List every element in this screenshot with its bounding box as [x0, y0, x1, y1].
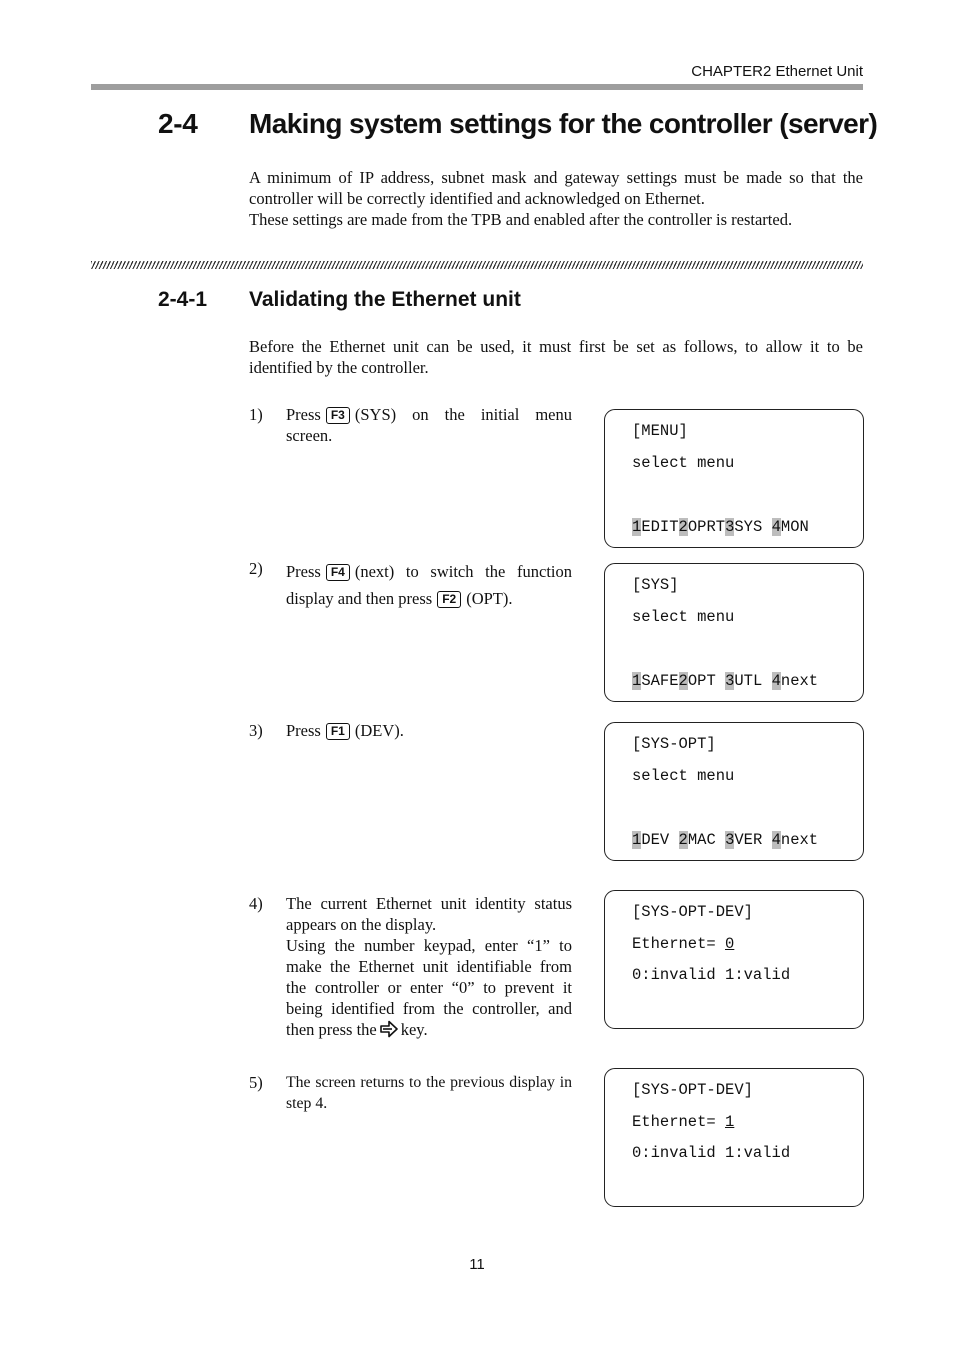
f3-key: F3 — [326, 407, 350, 424]
step-3-number: 3) — [249, 721, 263, 740]
menu-key-1: 1 — [632, 672, 642, 690]
menu-label: next — [780, 831, 819, 849]
step-text-part: Press — [286, 721, 321, 740]
lcd-title: [SYS-OPT-DEV] — [632, 1081, 753, 1099]
menu-label: next — [780, 672, 819, 690]
lcd-text: select menu — [632, 454, 735, 472]
f2-key: F2 — [437, 591, 461, 608]
ethernet-label: Ethernet= — [632, 935, 726, 953]
lcd-menu-row — [632, 672, 818, 690]
page-number: 11 — [469, 1256, 485, 1273]
lcd-text: 0:invalid 1:valid — [632, 1144, 791, 1162]
lcd-screen-dev-before — [604, 890, 864, 1029]
lcd-screen-menu — [604, 409, 864, 548]
step-5-number: 5) — [249, 1073, 263, 1092]
step-2-text — [286, 558, 572, 612]
lcd-menu-row — [632, 518, 809, 536]
step-4-line-1: The current Ethernet unit identity status appears on the display. — [286, 894, 572, 934]
menu-label: MAC — [687, 831, 726, 849]
f1-key: F1 — [326, 723, 350, 740]
step-1-number: 1) — [249, 405, 263, 424]
lcd-title: [SYS-OPT-DEV] — [632, 903, 753, 921]
lcd-ethernet-row — [632, 1113, 734, 1131]
section-title: Making system settings for the controller (server) — [249, 108, 878, 139]
ethernet-value: 0 — [725, 935, 735, 953]
hatched-divider — [91, 261, 863, 269]
lcd-text: 0:invalid 1:valid — [632, 966, 791, 984]
menu-label: SAFE — [641, 672, 679, 690]
menu-label: EDIT — [641, 518, 679, 536]
lcd-text: select menu — [632, 608, 735, 626]
lcd-screen-sys — [604, 563, 864, 702]
menu-key-2: 2 — [678, 831, 688, 849]
menu-key-3: 3 — [725, 518, 735, 536]
menu-label: MON — [780, 518, 809, 536]
step-4-text — [286, 893, 572, 1040]
lcd-text: select menu — [632, 767, 735, 785]
step-text-part: Press — [286, 562, 321, 581]
lcd-screen-sys-opt — [604, 722, 864, 861]
menu-label: OPT — [687, 672, 726, 690]
section-intro — [249, 167, 863, 230]
lcd-title: [MENU] — [632, 422, 688, 440]
subsection-title: Validating the Ethernet unit — [249, 288, 521, 311]
step-text-part: key. — [400, 1020, 428, 1039]
header-rule — [91, 84, 863, 90]
ethernet-label: Ethernet= — [632, 1113, 726, 1131]
lcd-title: [SYS-OPT] — [632, 735, 716, 753]
lcd-screen-dev-after — [604, 1068, 864, 1207]
menu-label: VER — [734, 831, 772, 849]
step-2-number: 2) — [249, 559, 263, 578]
menu-key-4: 4 — [771, 518, 781, 536]
step-3-text — [286, 720, 572, 741]
menu-key-3: 3 — [725, 831, 735, 849]
step-text-part: Using the number keypad, enter “1” to make the Ethernet unit identifiable from the controller or enter “0” to prevent it being identified from the controller, and then press the — [286, 936, 572, 1039]
step-text-part: (OPT). — [466, 589, 513, 608]
section-number: 2-4 — [158, 108, 198, 139]
step-4-number: 4) — [249, 894, 263, 913]
enter-arrow-icon — [380, 1020, 398, 1038]
menu-key-4: 4 — [771, 672, 781, 690]
menu-key-2: 2 — [678, 518, 688, 536]
step-5-text: The screen returns to the previous display in step 4. — [286, 1074, 572, 1112]
menu-label: OPRT — [687, 518, 726, 536]
subsection-number: 2-4-1 — [158, 288, 208, 311]
intro-paragraph-1: A minimum of IP address, subnet mask and gateway settings must be made so that the controller will be correctly identified and acknowledged on Ethernet. — [249, 168, 863, 208]
menu-label: UTL — [734, 672, 772, 690]
step-1-text — [286, 404, 572, 446]
step-text-part: (DEV). — [354, 721, 404, 740]
lcd-title: [SYS] — [632, 576, 679, 594]
step-text-part: (next) to switch the function display and then press — [286, 562, 572, 608]
menu-key-1: 1 — [632, 831, 642, 849]
menu-key-2: 2 — [678, 672, 688, 690]
menu-key-3: 3 — [725, 672, 735, 690]
f4-key: F4 — [326, 564, 350, 581]
menu-key-1: 1 — [632, 518, 642, 536]
lcd-ethernet-row — [632, 935, 734, 953]
ethernet-value: 1 — [725, 1113, 735, 1131]
chapter-header: CHAPTER2 Ethernet Unit — [691, 63, 863, 80]
step-4-line-2 — [286, 935, 572, 1040]
menu-label: DEV — [641, 831, 679, 849]
menu-key-4: 4 — [771, 831, 781, 849]
menu-label: SYS — [734, 518, 772, 536]
step-text-part: Press — [286, 405, 321, 424]
lcd-menu-row — [632, 831, 818, 849]
intro-paragraph-2: These settings are made from the TPB and enabled after the controller is restarted. — [249, 210, 793, 229]
subsection-intro: Before the Ethernet unit can be used, it must first be set as follows, to allow it to be identified by the controller. — [249, 337, 863, 377]
step-text-part: (SYS) on the initial menu screen. — [286, 405, 572, 445]
